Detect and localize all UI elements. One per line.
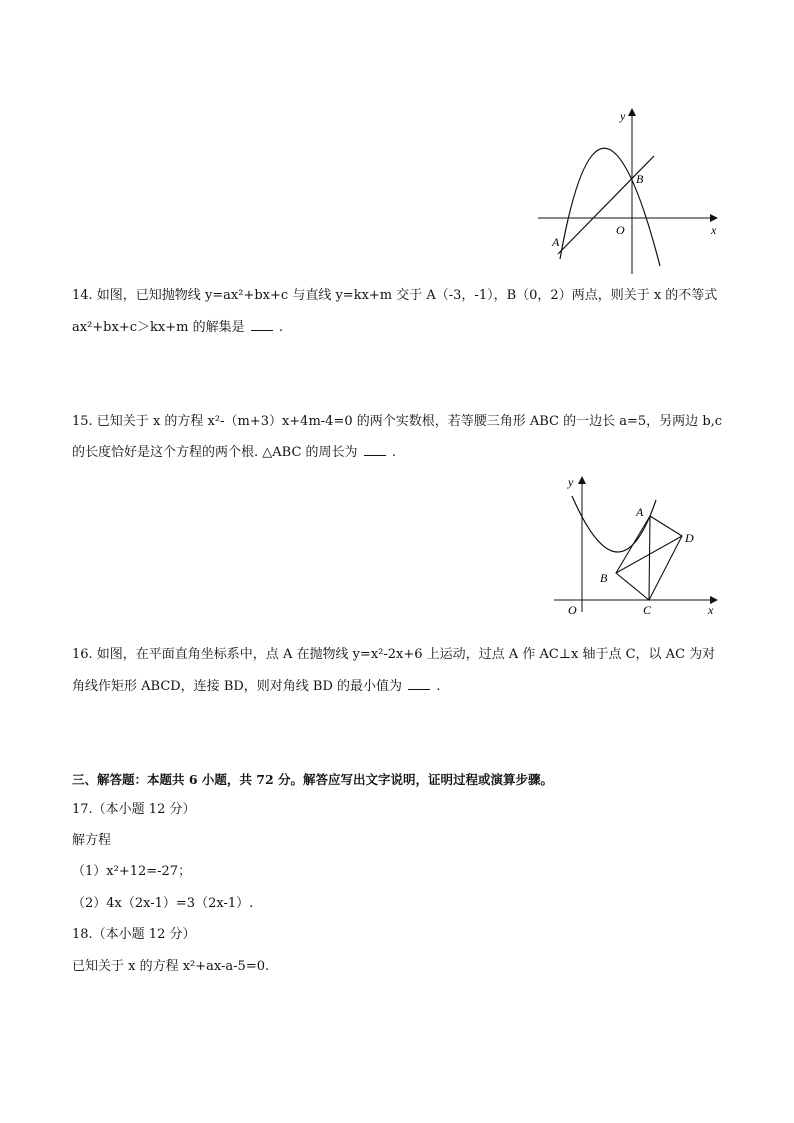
q16-figure: [548, 472, 728, 620]
q15-line2: [72, 443, 396, 463]
q15-answer-blank[interactable]: [364, 443, 386, 456]
label-o: O: [616, 223, 625, 237]
label-d: D: [685, 531, 694, 545]
q18-title: 18.（本小题 12 分）: [72, 927, 196, 942]
q15-line2-text: 的长度恰好是这个方程的两个根. △ABC 的周长为: [72, 445, 358, 460]
label-b: B: [636, 172, 644, 186]
line-ab: [558, 156, 654, 254]
q17-prompt: 解方程: [72, 833, 112, 848]
label-x: x: [708, 603, 714, 617]
label-y: y: [568, 475, 574, 489]
q15-line1: 15. 已知关于 x 的方程 x²-（m+3）x+4m-4=0 的两个实数根，若等腰三角形 ABC 的一边长 a=5，另两边 b,c: [72, 414, 723, 429]
q17-title: 17.（本小题 12 分）: [72, 802, 196, 817]
q17-item2: （2）4x（2x-1）=3（2x-1）.: [72, 896, 254, 911]
label-x: x: [711, 223, 717, 237]
q16-line2-text: 角线作矩形 ABCD，连接 BD，则对角线 BD 的最小值为: [72, 679, 403, 694]
q18-prompt: 已知关于 x 的方程 x²+ax-a-5=0.: [72, 959, 270, 974]
q16-line2-end: .: [436, 679, 441, 694]
q16-line2: [72, 677, 440, 697]
q14-line1: 14. 如图，已知抛物线 y=ax²+bx+c 与直线 y=kx+m 交于 A（-3，-1），B（0，2）两点，则关于 x 的不等式: [72, 288, 718, 303]
q16-line1: 16. 如图，在平面直角坐标系中，点 A 在抛物线 y=x²-2x+6 上运动，过点 A 作 AC⊥x 轴于点 C，以 AC 为对: [72, 647, 716, 662]
diagonal-ac: [649, 516, 650, 600]
q16-answer-blank[interactable]: [408, 677, 430, 690]
q14-figure: [530, 104, 730, 279]
section-heading: 三、解答题：本题共 6 小题，共 72 分。解答应写出文字说明，证明过程或演算步骤。: [72, 772, 554, 787]
label-y: y: [620, 109, 626, 123]
label-b: B: [600, 571, 608, 585]
label-c: C: [643, 603, 652, 617]
q14-line2: [72, 318, 283, 338]
label-o: O: [568, 603, 577, 617]
q14-answer-blank[interactable]: [251, 318, 273, 331]
label-a: A: [636, 505, 644, 519]
label-a: A: [552, 235, 560, 249]
q15-line2-end: .: [391, 445, 396, 460]
q14-line2-end: .: [278, 320, 283, 335]
parabola: [572, 496, 656, 552]
q17-item1: （1）x²+12=-27；: [72, 864, 192, 879]
q14-line2-text: ax²+bx+c＞kx+m 的解集是: [72, 320, 245, 335]
